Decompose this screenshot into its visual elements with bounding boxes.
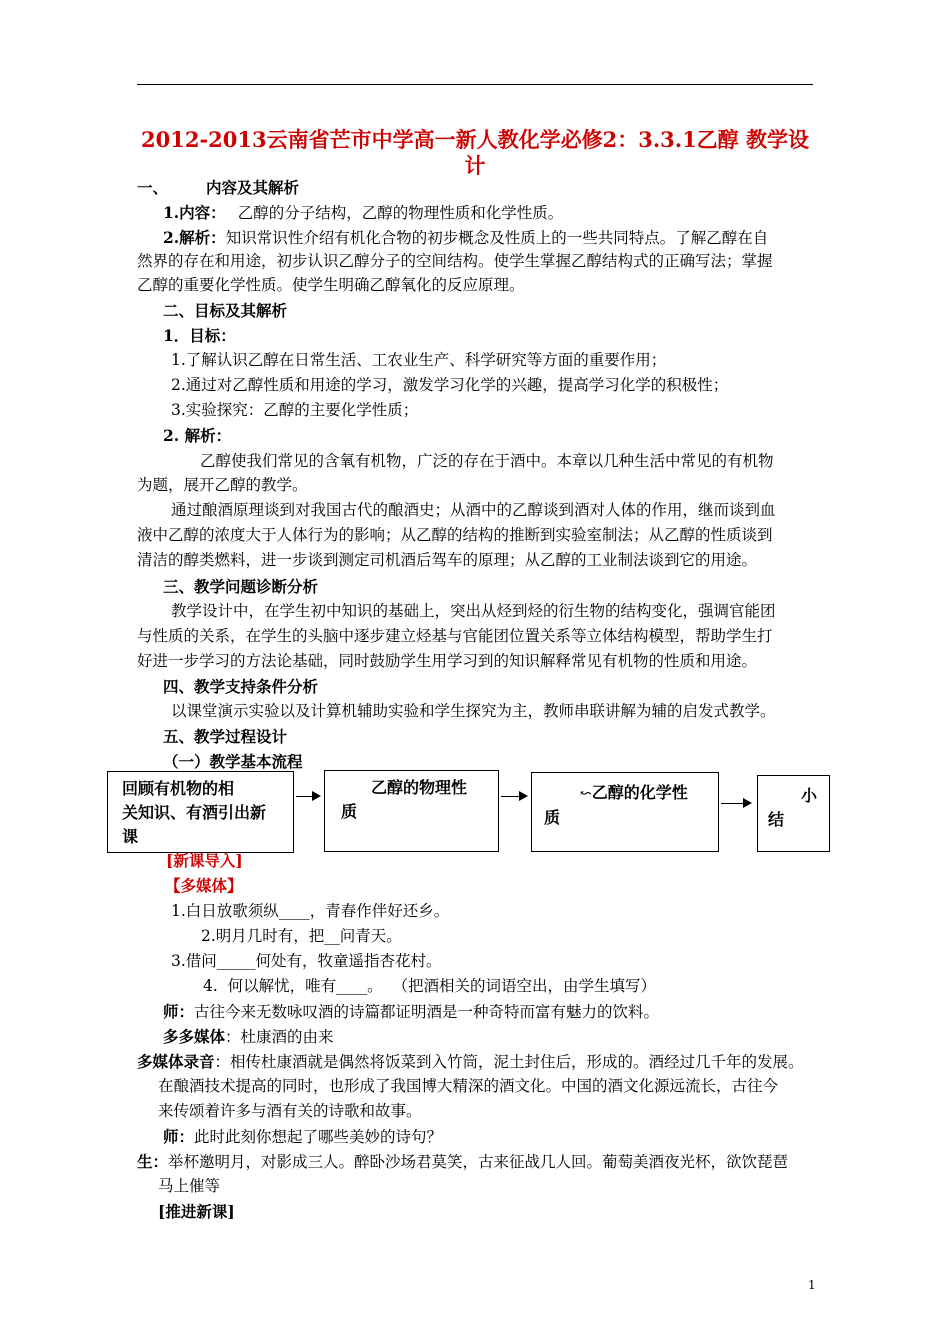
multimedia-2-line: 多多媒体：杜康酒的由来 [163,1027,334,1046]
flow-box-summary: 小 结 [757,775,830,852]
recording-line-1: 多媒体录音：相传杜康酒就是偶然将饭菜到入竹筒，泥土封住后，形成的。酒经过几千年的发展。 [137,1052,804,1071]
analysis-2-para2-line1: 通过酿酒原理谈到对我国古代的酿酒史；从酒中的乙醇谈到酒对人体的作用，继而谈到血 [171,501,776,519]
new-lesson-label: [新课导入] [166,851,243,870]
section-1-heading [137,178,299,197]
section-3-line2: 与性质的关系，在学生的头脑中逐步建立烃基与官能团位置关系等立体结构模型，帮助学生打 [137,627,773,645]
analysis-2-para2-line2: 液中乙醇的浓度大于人体行为的影响；从乙醇的结构的推断到实验室制法；从乙醇的性质谈到 [137,526,773,544]
flow-box-physical: 乙醇的物理性 质 [324,770,499,852]
content-label: 1.内容： [163,203,226,222]
flow-arrow-3 [721,803,750,804]
section-1-number: 一、 [137,178,169,197]
analysis-label: 2.解析： [163,228,226,247]
analysis-line-2: 然界的存在和用途，初步认识乙醇分子的空间结构。使学生掌握乙醇结构式的正确写法；掌握 [137,252,773,270]
title-line-1: 2012-2013云南省芒市中学高一新人教化学必修2：3.3.1乙醇 教学设 [141,127,809,152]
poem-2: 2.明月几时有，把__问青天。 [201,927,402,945]
section-5-subheading: （一）教学基本流程 [163,752,303,771]
section-4-heading: 四、教学支持条件分析 [163,677,319,696]
analysis-2-label: 2. 解析： [163,426,232,445]
section-4-line1: 以课堂演示实验以及计算机辅助实验和学生探究为主，教师串联讲解为辅的启发式教学。 [171,702,776,720]
flow-arrow-1 [296,796,319,797]
cursor-mark-icon: ↜ [580,786,592,802]
section-2-heading: 二、目标及其解析 [163,301,288,320]
section-3-line1: 教学设计中，在学生初中知识的基础上，突出从烃到烃的衍生物的结构变化，强调官能团 [171,602,776,620]
title-line-2: 计 [464,153,486,178]
flow-box-review: 回顾有机物的相 关知识、有酒引出新 课 [107,771,294,853]
document-title [137,127,813,179]
poem-4: 4. 何以解忧，唯有____。 （把酒相关的词语空出，由学生填写） [203,977,656,995]
goal-item-2: 2.通过对乙醇性质和用途的学习，激发学习化学的兴趣，提高学习化学的积极性； [171,376,729,394]
section-1-title: 内容及其解析 [206,178,300,197]
analysis-2-para1-line1: 乙醇使我们常见的含氧有机物，广泛的存在于酒中。本章以几种生活中常见的有机物 [200,452,774,470]
poem-3: 3.借问_____何处有，牧童遥指杏花村。 [171,952,442,970]
section-5-heading: 五、教学过程设计 [163,727,288,746]
multimedia-label: 【多媒体】 [165,876,243,895]
student-line-2: 马上催等 [158,1177,221,1195]
poem-1: 1.白日放歌须纵____，青春作伴好还乡。 [171,902,450,920]
analysis-line-3: 乙醇的重要化学性质。使学生明确乙醇氧化的反应原理。 [137,276,525,294]
header-rule [137,84,813,85]
flow-box-chemical: ↜乙醇的化学性 质 [531,772,719,852]
goal-item-1: 1.了解认识乙醇在日常生活、工农业生产、科学研究等方面的重要作用； [171,351,667,369]
section-3-line3: 好进一步学习的方法论基础，同时鼓励学生用学习到的知识解释常见有机物的性质和用途。 [137,652,758,670]
content-line [163,203,563,223]
analysis-2-para1-line2: 为题，展开乙醇的教学。 [137,476,308,494]
recording-line-3: 来传颂着许多与酒有关的诗歌和故事。 [158,1102,422,1120]
advance-lesson-label: [推进新课] [158,1202,235,1221]
recording-line-2: 在酿酒技术提高的同时，也形成了我国博大精深的酒文化。中国的酒文化源远流长，古往今 [158,1077,779,1095]
analysis-line-1: 2.解析：知识常识性介绍有机化合物的初步概念及性质上的一些共同特点。了解乙醇在自 [163,228,769,247]
content-text: 乙醇的分子结构，乙醇的物理性质和化学性质。 [237,204,564,222]
goal-label: 1．目标： [163,326,236,345]
student-line-1: 生：举杯邀明月，对影成三人。醉卧沙场君莫笑，古来征战几人回。葡萄美酒夜光杯，欲饮琵琶 [137,1152,789,1171]
analysis-2-para2-line3: 清洁的醇类燃料，进一步谈到测定司机酒后驾车的原理；从乙醇的工业制法谈到它的用途。 [137,551,758,569]
teacher-line-2: 师：此时此刻你想起了哪些美妙的诗句？ [163,1127,443,1146]
section-3-heading: 三、教学问题诊断分析 [163,577,319,596]
flow-arrow-2 [501,796,526,797]
goal-item-3: 3.实验探究：乙醇的主要化学性质； [171,401,419,419]
page-number: 1 [808,1278,816,1292]
teacher-line-1: 师：古往今来无数咏叹酒的诗篇都证明酒是一种奇特而富有魅力的饮料。 [163,1002,660,1021]
